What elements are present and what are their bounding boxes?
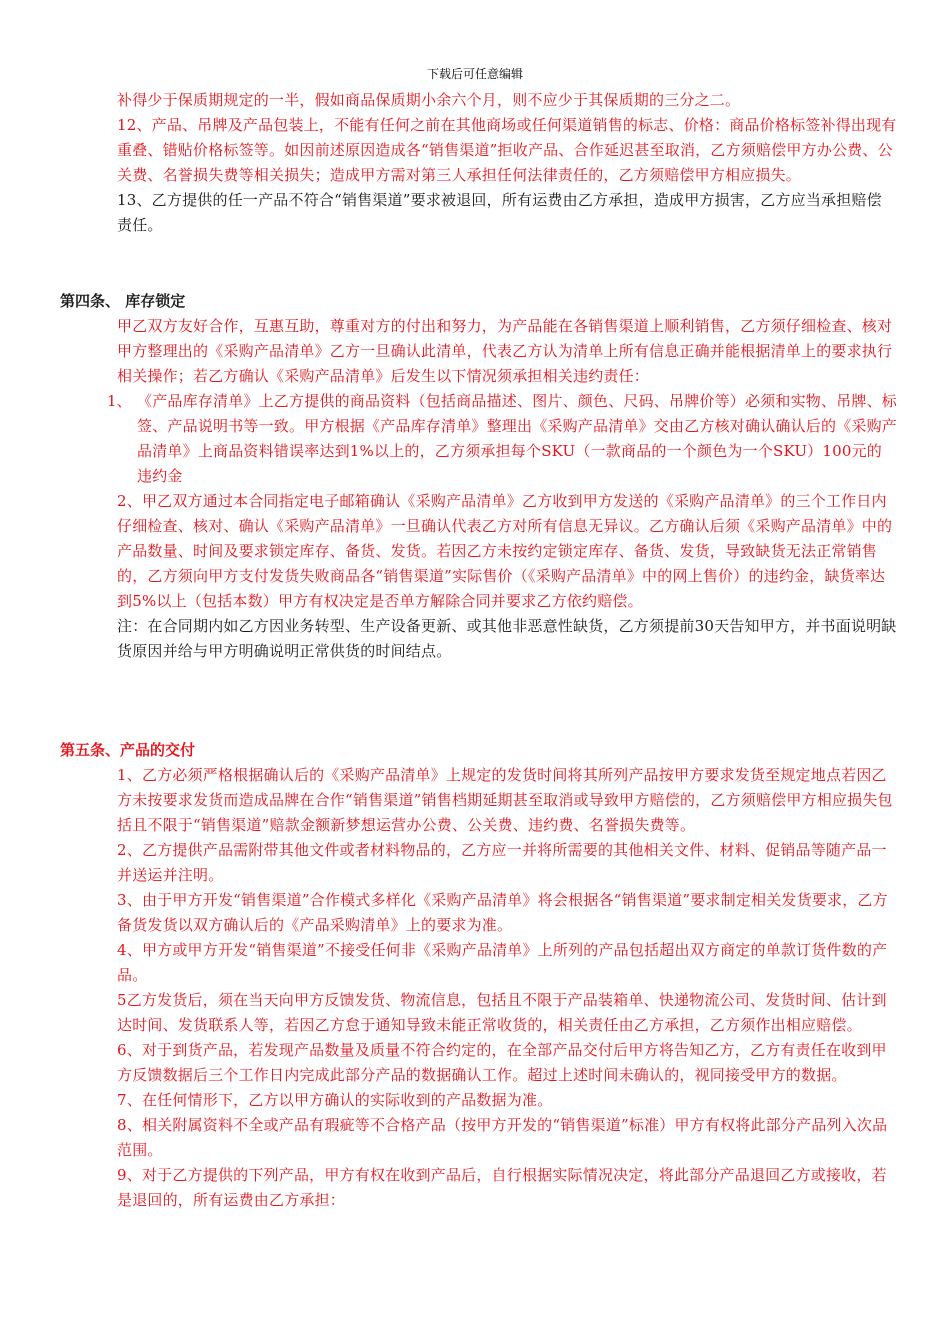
section4-note: 注：在合同期内如乙方因业务转型、生产设备更新、或其他非恶意性缺货，乙方须提前30天告知甲方，并书面说明缺货原因并给与甲方明确说明正常供货的时间结点。 [117, 617, 897, 660]
section5-item-2: 2、乙方提供产品需附带其他文件或者材料物品的，乙方应一并将所需要的其他相关文件、材料、促销品等随产品一并送运并注明。 [117, 841, 887, 884]
section5-item-8: 8、相关附属资料不全或产品有瑕疵等不合格产品（按甲方开发的“销售渠道”标准）甲方有权将此部分产品列入次品范围。 [117, 1116, 888, 1159]
section5-item-9: 9、对于乙方提供的下列产品，甲方有权在收到产品后，自行根据实际情况决定，将此部分产品退回乙方或接收，若是退回的，所有运费由乙方承担： [117, 1166, 887, 1209]
section5-body [117, 763, 897, 1213]
section5-item-1: 1、乙方必须严格根据确认后的《采购产品清单》上规定的发货时间将其所列产品按甲方要求发货至规定地点若因乙方未按要求发货而造成品牌在合作“销售渠道”销售档期延期甚至取消或导致甲方赔偿的，乙方须赔偿甲方相应损失包括且不限于“销售渠道”赔款金额新梦想运营办公费、公关费、违约费、名誉损失费等。 [117, 766, 893, 834]
section4-item2-block [117, 489, 897, 664]
section5-item-7: 7、在任何情形下，乙方以甲方确认的实际收到的产品数据为准。 [117, 1091, 553, 1109]
section4-heading: 第四条、 库存锁定 [60, 292, 186, 310]
clause-continuation: 补得少于保质期规定的一半，假如商品保质期小余六个月，则不应少于其保质期的三分之二。 [117, 91, 741, 109]
section3-tail [117, 88, 897, 238]
section5-item-6: 6、对于到货产品，若发现产品数量及质量不符合约定的，在全部产品交付后甲方将告知乙方，乙方有责任在收到甲方反馈数据后三个工作日内完成此部分产品的数据确认工作。超过上述时间未确认的，视同接受甲方的数据。 [117, 1041, 887, 1084]
section4-item1-number: 1、 [107, 392, 132, 410]
clause-13: 13、乙方提供的任一产品不符合“销售渠道”要求被退回，所有运费由乙方承担，造成甲方损害，乙方应当承担赔偿责任。 [117, 191, 882, 234]
section5-heading: 第五条、产品的交付 [60, 741, 196, 759]
section4-body [117, 314, 897, 389]
section4-item1-text: 《产品库存清单》上乙方提供的商品资料（包括商品描述、图片、颜色、尺码、吊牌价等）必须和实物、吊牌、标签、产品说明书等一致。甲方根据《产品库存清单》整理出《采购产品清单》交由乙方核对确认确认后的《采购产品清单》上商品资料错误率达到1%以上的，乙方须承担每个SKU（一款商品的一个颜色为一个SKU）100元的违约金 [137, 392, 898, 485]
clause-12: 12、产品、吊牌及产品包装上，不能有任何之前在其他商场或任何渠道销售的标志、价格：商品价格标签补得出现有重叠、错贴价格标签等。如因前述原因造成各“销售渠道”拒收产品、合作延迟甚至取消，乙方须赔偿甲方办公费、公关费、名誉损失费等相关损失；造成甲方需对第三人承担任何法律责任的，乙方须赔偿甲方相应损失。 [117, 116, 897, 184]
section5-item-3: 3、由于甲方开发“销售渠道”合作模式多样化《采购产品清单》将会根据各“销售渠道”要求制定相关发货要求，乙方备货发货以双方确认后的《产品采购清单》上的要求为准。 [117, 891, 888, 934]
page-header: 下载后可任意编辑 [426, 67, 523, 81]
section5-item-4: 4、甲方或甲方开发“销售渠道”不接受任何非《采购产品清单》上所列的产品包括超出双方商定的单款订货件数的产品。 [117, 941, 888, 984]
section4-intro: 甲乙双方友好合作，互惠互助，尊重对方的付出和努力，为产品能在各销售渠道上顺利销售，乙方须仔细检查、核对甲方整理出的《采购产品清单》乙方一旦确认此清单，代表乙方认为清单上所有信息正确并能根据清单上的要求执行相关操作；若乙方确认《采购产品清单》后发生以下情况须承担相关违约责任： [117, 317, 893, 385]
section4-item2: 2、甲乙双方通过本合同指定电子邮箱确认《采购产品清单》乙方收到甲方发送的《采购产品清单》的三个工作日内仔细检查、核对、确认《采购产品清单》一旦确认代表乙方对所有信息无异议。乙方确认后须《采购产品清单》中的产品数量、时间及要求锁定库存、备货、发货。若因乙方未按约定锁定库存、备货、发货，导致缺货无法正常销售的，乙方须向甲方支付发货失败商品各“销售渠道”实际售价（《采购产品清单》中的网上售价）的违约金，缺货率达到5%以上（包括本数）甲方有权决定是否单方解除合同并要求乙方依约赔偿。 [117, 492, 893, 610]
section4-item1 [137, 389, 897, 489]
section5-item-5: 5乙方发货后，须在当天向甲方反馈发货、物流信息，包括且不限于产品装箱单、快递物流公司、发货时间、估计到达时间、发货联系人等，若因乙方怠于通知导致未能正常收货的，相关责任由乙方承担，乙方须作出相应赔偿。 [117, 991, 887, 1034]
